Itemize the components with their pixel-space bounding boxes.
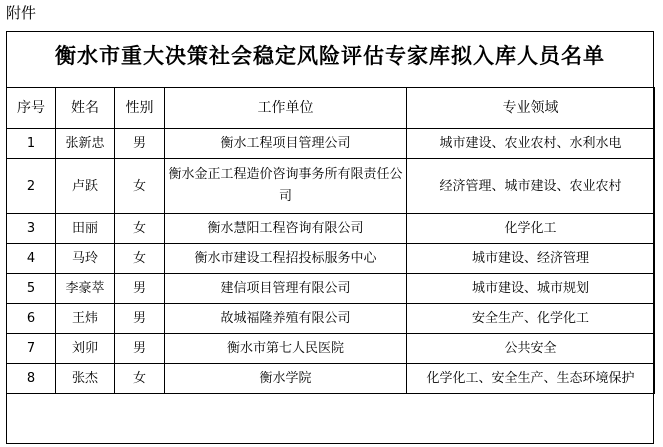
gender-cell: 女 xyxy=(115,214,165,244)
work-unit-cell: 衡水学院 xyxy=(165,364,407,394)
column-header-name: 姓名 xyxy=(56,88,115,129)
work-unit-cell: 衡水市建设工程招投标服务中心 xyxy=(165,244,407,274)
row-number-cell: 4 xyxy=(7,244,56,274)
field-cell: 化学化工、安全生产、生态环境保护 xyxy=(407,364,655,394)
work-unit-cell: 建信项目管理有限公司 xyxy=(165,274,407,304)
gender-cell: 男 xyxy=(115,274,165,304)
table-row xyxy=(7,364,655,394)
row-number-cell: 5 xyxy=(7,274,56,304)
table-row xyxy=(7,214,655,244)
row-number-cell: 1 xyxy=(7,129,56,159)
work-unit-cell: 衡水市第七人民医院 xyxy=(165,334,407,364)
table-row xyxy=(7,274,655,304)
name-cell: 刘卯 xyxy=(56,334,115,364)
gender-cell: 男 xyxy=(115,129,165,159)
column-header-work-unit: 工作单位 xyxy=(165,88,407,129)
field-cell: 城市建设、城市规划 xyxy=(407,274,655,304)
row-number-cell: 2 xyxy=(7,159,56,214)
table-row xyxy=(7,129,655,159)
work-unit-cell: 故城福隆养殖有限公司 xyxy=(165,304,407,334)
document-title: 衡水市重大决策社会稳定风险评估专家库拟入库人员名单 xyxy=(55,44,605,68)
gender-cell: 女 xyxy=(115,364,165,394)
work-unit-cell: 衡水慧阳工程咨询有限公司 xyxy=(165,214,407,244)
name-cell: 李豪萃 xyxy=(56,274,115,304)
table-header-row xyxy=(7,88,655,129)
row-number-cell: 3 xyxy=(7,214,56,244)
gender-cell: 男 xyxy=(115,304,165,334)
attachment-label: 附件 xyxy=(6,4,37,22)
column-header-field: 专业领域 xyxy=(407,88,655,129)
row-number-cell: 7 xyxy=(7,334,56,364)
column-header-number: 序号 xyxy=(7,88,56,129)
field-cell: 安全生产、化学化工 xyxy=(407,304,655,334)
table-row xyxy=(7,159,655,214)
field-cell: 化学化工 xyxy=(407,214,655,244)
field-cell: 公共安全 xyxy=(407,334,655,364)
gender-cell: 女 xyxy=(115,159,165,214)
expert-roster-table xyxy=(6,87,655,394)
gender-cell: 女 xyxy=(115,244,165,274)
field-cell: 经济管理、城市建设、农业农村 xyxy=(407,159,655,214)
column-header-gender: 性别 xyxy=(115,88,165,129)
table-row xyxy=(7,304,655,334)
row-number-cell: 6 xyxy=(7,304,56,334)
field-cell: 城市建设、农业农村、水利水电 xyxy=(407,129,655,159)
table-row xyxy=(7,334,655,364)
work-unit-cell: 衡水工程项目管理公司 xyxy=(165,129,407,159)
name-cell: 张新忠 xyxy=(56,129,115,159)
row-number-cell: 8 xyxy=(7,364,56,394)
field-cell: 城市建设、经济管理 xyxy=(407,244,655,274)
name-cell: 张杰 xyxy=(56,364,115,394)
name-cell: 马玲 xyxy=(56,244,115,274)
table-row xyxy=(7,244,655,274)
name-cell: 王炜 xyxy=(56,304,115,334)
work-unit-cell: 衡水金正工程造价咨询事务所有限责任公司 xyxy=(165,159,407,214)
name-cell: 卢跃 xyxy=(56,159,115,214)
gender-cell: 男 xyxy=(115,334,165,364)
name-cell: 田丽 xyxy=(56,214,115,244)
